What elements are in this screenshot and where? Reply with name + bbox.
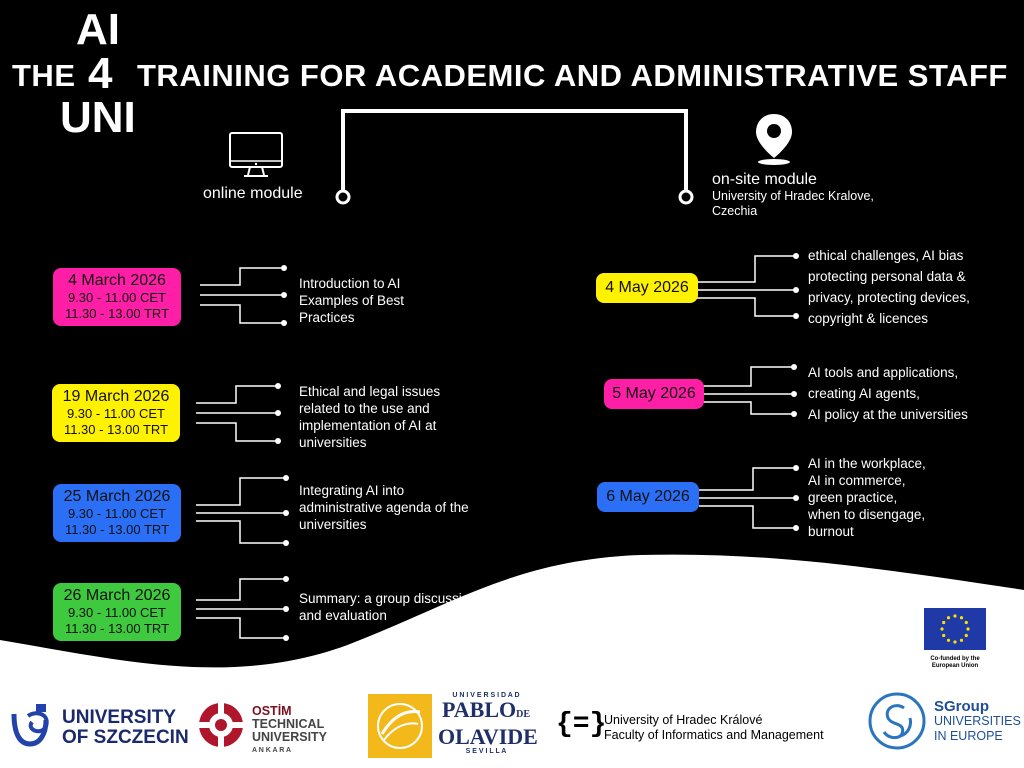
session-date: 4 March 2026 (68, 272, 166, 289)
onsite-session-3-topics (808, 455, 1018, 540)
olavide-bottom: S E V I L L A (465, 748, 507, 755)
onsite-location-line2: Czechia (712, 204, 758, 218)
session-time-cet: 9.30 - 11.00 CET (67, 506, 167, 521)
session-time-trt: 11.30 - 13.00 TRT (64, 621, 170, 636)
topic-line: when to disengage, (808, 507, 926, 522)
eu-cofunded-caption (919, 656, 991, 670)
topic-line: AI policy at the universities (808, 407, 968, 422)
online-session-1-date-badge (53, 268, 181, 326)
onsite-session-2-date-badge: 5 May 2026 (604, 379, 704, 409)
sgroup-name (934, 699, 1021, 744)
ostim-name (252, 705, 327, 757)
onsite-session-3-date-badge: 6 May 2026 (597, 482, 699, 512)
szczecin-line2: OF SZCZECIN (62, 727, 189, 748)
page-title: TRAINING FOR ACADEMIC AND ADMINISTRATIVE STAFF (137, 58, 1008, 93)
session-time-cet: 9.30 - 11.00 CET (66, 406, 166, 421)
session-time-cet: 9.30 - 11.00 CET (67, 290, 167, 305)
sgroup-line1: SGroup (934, 698, 989, 715)
session-time-cet: 9.30 - 11.00 CET (67, 605, 167, 620)
onsite-location-line1: University of Hradec Kralove, (712, 189, 874, 203)
onsite-session-1-topics (808, 245, 1018, 329)
topic-line: AI tools and applications, (808, 365, 959, 380)
online-session-4-topic: Summary: a group discussion and evaluation (299, 591, 477, 623)
eu-flag-icon (924, 608, 986, 650)
olavide-line1: PABLO (441, 697, 517, 722)
hradec-line1: University of Hradec Králové (604, 713, 763, 727)
computer-monitor-icon (228, 131, 284, 179)
onsite-session-2-topics (808, 362, 1018, 425)
session-date: 25 March 2026 (63, 488, 171, 505)
online-session-2-date-badge (52, 384, 180, 442)
logo-ai4uni-uni: UNI (60, 93, 136, 142)
onsite-session-1-date-badge: 4 May 2026 (596, 273, 698, 303)
topic-line: creating AI agents, (808, 386, 920, 401)
eu-caption-line2: European Union (931, 663, 979, 669)
hradec-line2: Faculty of Informatics and Management (604, 728, 824, 742)
title-the: THE (12, 58, 76, 93)
topic-line: AI in the workplace, (808, 456, 926, 471)
topic-line: copyright & licences (808, 311, 929, 326)
online-module-label: online module (203, 185, 303, 202)
university-of-szczecin-logo-icon (6, 700, 58, 752)
online-session-4-date-badge (53, 583, 181, 641)
online-session-3-topic: Integrating AI into administrative agenda of the universities (299, 483, 469, 532)
ostim-line2: TECHNICAL (252, 717, 325, 731)
topic-line: green practice, (808, 490, 898, 505)
szczecin-line1: UNIVERSITY (62, 707, 177, 728)
location-pin-icon (752, 112, 796, 166)
topic-line: burnout (808, 524, 854, 539)
olavide-de: DE (516, 709, 531, 720)
onsite-module-label: on-site module (712, 171, 817, 188)
olavide-top: U N I V E R S I D A D (452, 692, 520, 699)
topic-line: AI in commerce, (808, 473, 906, 488)
ostim-university-logo-icon (196, 700, 246, 750)
hradec-braces-icon: {=} (556, 709, 607, 740)
logo-ai4uni-ai: AI (76, 5, 120, 54)
ostim-line1: OSTİM (252, 704, 292, 718)
topic-line: ethical challenges, AI bias (808, 248, 964, 263)
session-time-trt: 11.30 - 13.00 TRT (63, 422, 169, 437)
sgroup-logo-icon (866, 690, 928, 752)
topic-line: privacy, protecting devices, (808, 290, 970, 305)
szczecin-name (62, 708, 189, 748)
online-session-3-date-badge (53, 484, 181, 542)
session-time-trt: 11.30 - 13.00 TRT (64, 306, 170, 321)
session-date: 26 March 2026 (63, 587, 171, 604)
sgroup-line2: UNIVERSITIES (934, 714, 1021, 728)
olavide-name (438, 692, 538, 755)
eu-caption-line1: Co-funded by the (930, 656, 980, 662)
pablo-de-olavide-logo-icon (368, 694, 432, 758)
logo-ai4uni-4: 4 (88, 49, 113, 98)
hradec-name (604, 713, 824, 743)
ostim-line4: A N K A R A (252, 747, 292, 754)
olavide-line2: OLAVIDE (438, 724, 538, 749)
topic-line: protecting personal data & (808, 269, 966, 284)
sgroup-line3: IN EUROPE (934, 729, 1003, 743)
session-date: 19 March 2026 (62, 388, 170, 405)
session-time-trt: 11.30 - 13.00 TRT (64, 522, 170, 537)
online-session-2-topic: Ethical and legal issues related to the use and implementation of AI at universities (299, 384, 441, 450)
online-session-1-topic: Introduction to AI Examples of Best Practices (299, 276, 405, 325)
ostim-line3: UNIVERSITY (252, 730, 328, 744)
